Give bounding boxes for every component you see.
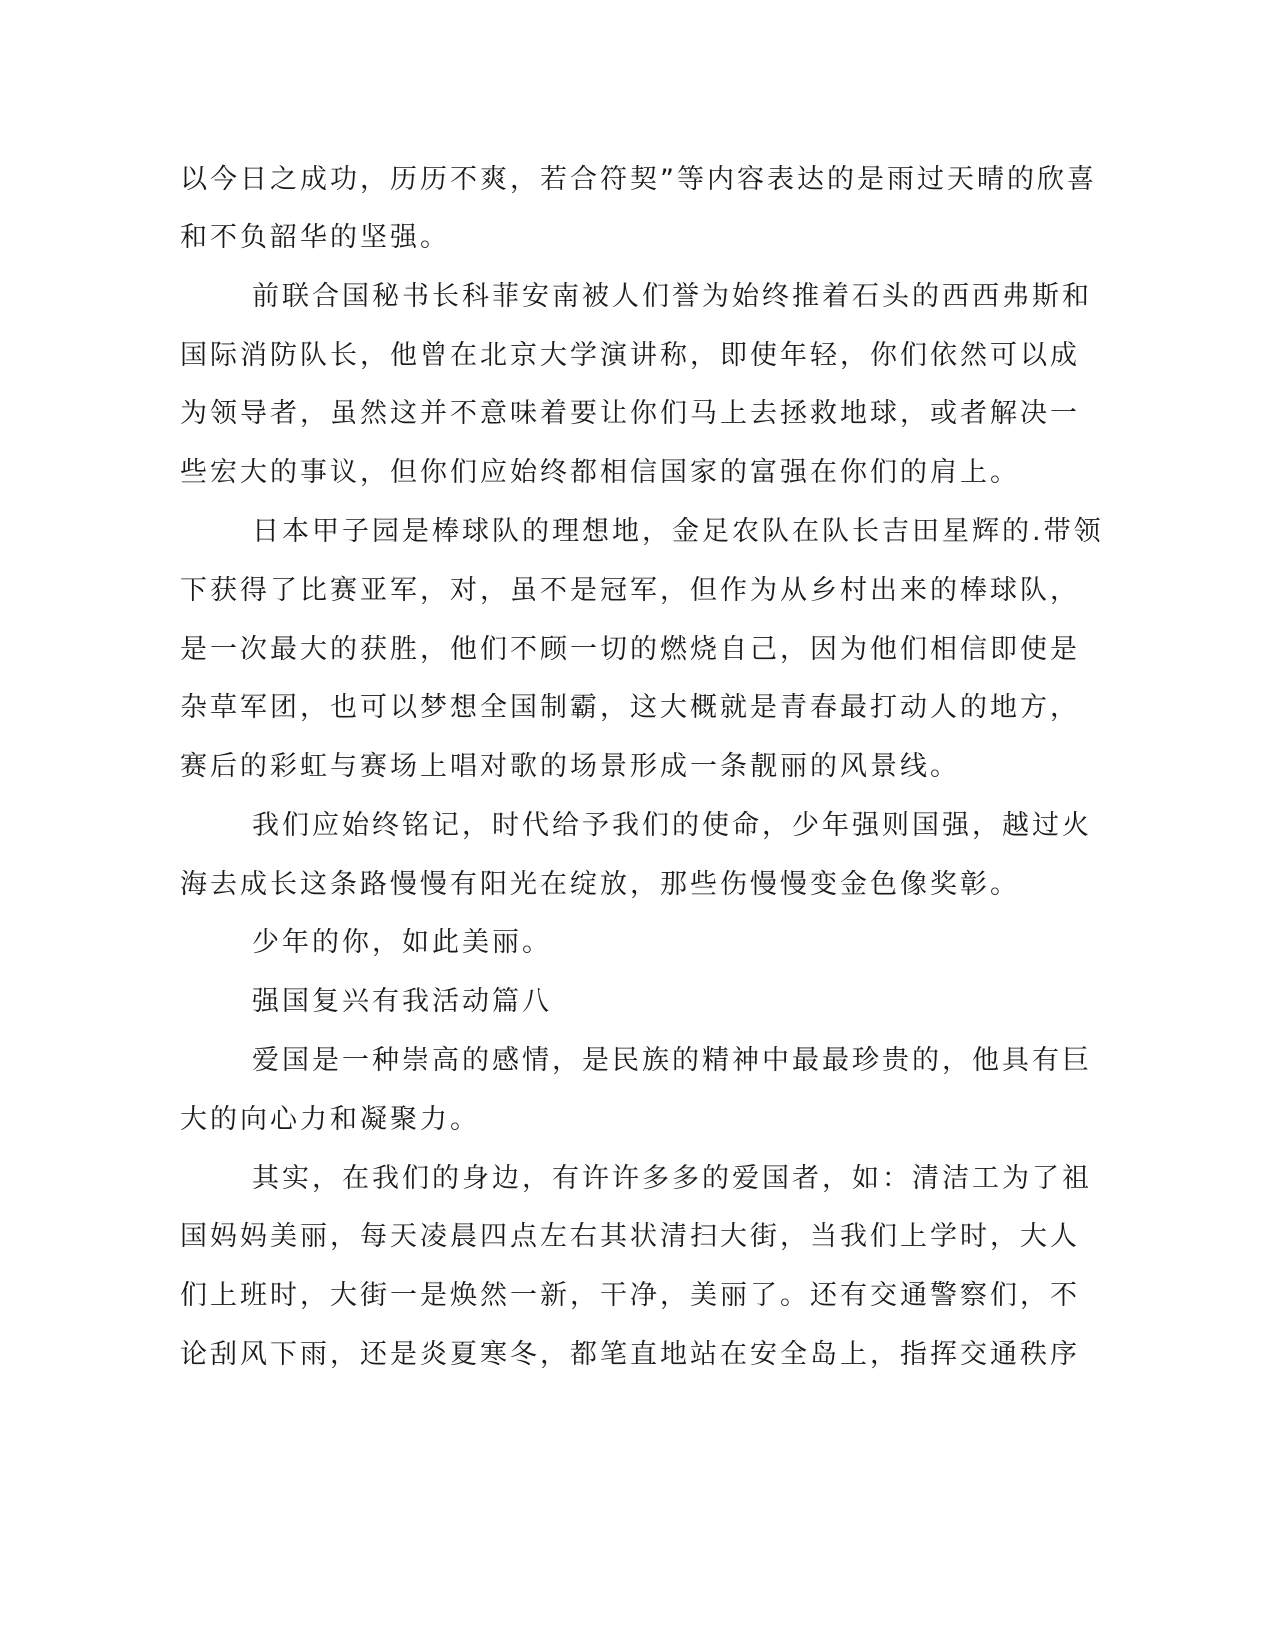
text-line: 些宏大的事议，但你们应始终都相信国家的富强在你们的肩上。 [180,457,1020,488]
text-line: 赛后的彩虹与赛场上唱对歌的场景形成一条靓丽的风景线。 [180,751,960,782]
text-line: 国妈妈美丽，每天凌晨四点左右其状清扫大街，当我们上学时，大人 [180,1221,1080,1252]
text-line: 以今日之成功，历历不爽，若合符契”等内容表达的是雨过天晴的欣喜 [180,164,1097,195]
paragraph-start-line: 日本甲子园是棒球队的理想地，金足农队在队长吉田星辉的.带领 [252,516,1104,547]
section-heading: 强国复兴有我活动篇八 [252,986,552,1017]
text-line: 海去成长这条路慢慢有阳光在绽放，那些伤慢慢变金色像奖彰。 [180,869,1020,900]
text-line: 大的向心力和凝聚力。 [180,1104,480,1135]
paragraph-start-line: 少年的你，如此美丽。 [252,927,552,958]
text-line: 杂草军团，也可以梦想全国制霸，这大概就是青春最打动人的地方， [180,692,1080,723]
paragraph-start-line: 爱国是一种崇高的感情，是民族的精神中最最珍贵的，他具有巨 [252,1045,1092,1076]
paragraph-start-line: 其实，在我们的身边，有许许多多的爱国者，如：清洁工为了祖 [252,1163,1092,1194]
text-line: 为领导者，虽然这并不意味着要让你们马上去拯救地球，或者解决一 [180,398,1080,429]
paragraph-start-line: 我们应始终铭记，时代给予我们的使命，少年强则国强，越过火 [252,810,1092,841]
paragraph-start-line: 前联合国秘书长科菲安南被人们誉为始终推着石头的西西弗斯和 [252,281,1092,312]
text-line: 论刮风下雨，还是炎夏寒冬，都笔直地站在安全岛上，指挥交通秩序 [180,1339,1080,1370]
text-line: 下获得了比赛亚军，对，虽不是冠军，但作为从乡村出来的棒球队， [180,575,1080,606]
text-line: 国际消防队长，他曾在北京大学演讲称，即使年轻，你们依然可以成 [180,340,1080,371]
text-line: 是一次最大的获胜，他们不顾一切的燃烧自己，因为他们相信即使是 [180,634,1080,665]
text-line: 和不负韶华的坚强。 [180,222,450,253]
text-line: 们上班时，大街一是焕然一新，干净，美丽了。还有交通警察们，不 [180,1280,1080,1311]
